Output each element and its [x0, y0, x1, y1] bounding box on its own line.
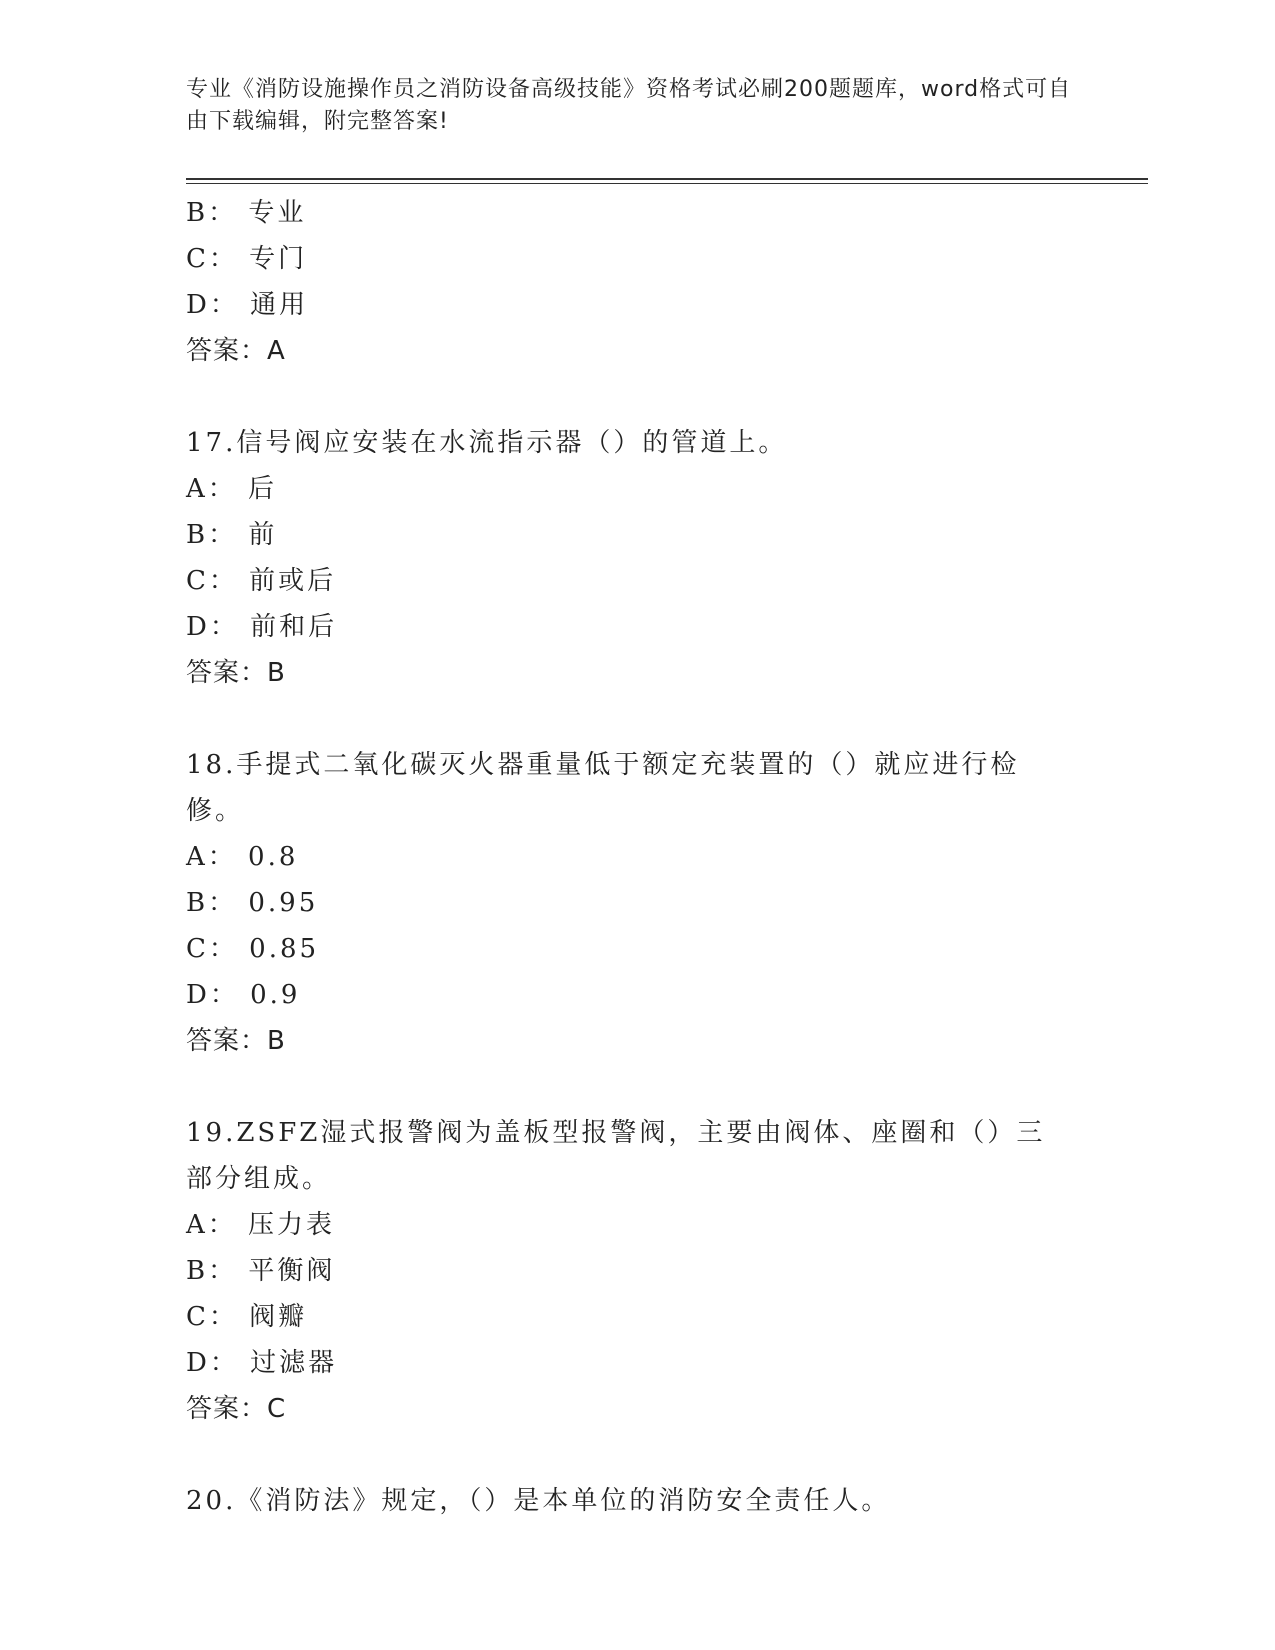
option-text: 前: [248, 520, 278, 550]
option-label: B: [186, 198, 209, 228]
option-item: C： 阀瓣: [186, 1302, 308, 1332]
option-text: 0.95: [248, 888, 319, 918]
option-item: B： 0.95: [186, 888, 319, 918]
question-stem: 18.手提式二氧化碳灭火器重量低于额定充装置的（）就应进行检修。: [186, 750, 1020, 826]
answer-line: 答案：A: [186, 336, 286, 366]
option-text: 前或后: [249, 566, 337, 596]
option-label: C: [186, 1302, 209, 1332]
option-item: D： 通用: [186, 290, 309, 320]
option-text: 前和后: [250, 612, 338, 642]
option-item: C： 专门: [186, 244, 308, 274]
question-stem: 17.信号阀应安装在水流指示器（）的管道上。: [186, 428, 788, 458]
option-item: D： 前和后: [186, 612, 338, 642]
option-text: 专业: [248, 198, 307, 228]
option-label: B: [186, 520, 209, 550]
option-item: B： 前: [186, 520, 278, 550]
answer-line: 答案：B: [186, 658, 286, 688]
question-stem: 19.ZSFZ湿式报警阀为盖板型报警阀，主要由阀体、座圈和（）三部分组成。: [186, 1118, 1046, 1194]
option-item: A： 后: [186, 474, 278, 504]
answer-line: 答案：C: [186, 1394, 287, 1424]
header-rule-thin: [186, 183, 1148, 184]
option-label: A: [186, 1210, 208, 1240]
option-text: 专门: [249, 244, 308, 274]
header-title: 专业《消防设施操作员之消防设备高级技能》资格考试必刷200题题库，word格式可自由下载编辑，附完整答案!: [186, 77, 1072, 134]
option-label: D: [186, 1348, 210, 1378]
page-header: [186, 74, 1086, 138]
option-text: 0.8: [248, 842, 299, 872]
option-label: C: [186, 934, 209, 964]
question-stem: 20.《消防法》规定，（）是本单位的消防安全责任人。: [186, 1486, 891, 1516]
option-label: C: [186, 244, 209, 274]
option-item: D： 过滤器: [186, 1348, 338, 1378]
option-text: 过滤器: [250, 1348, 338, 1378]
option-text: 平衡阀: [248, 1256, 336, 1286]
option-label: A: [186, 474, 208, 504]
option-label: D: [186, 980, 210, 1010]
option-item: B： 平衡阀: [186, 1256, 336, 1286]
option-label: B: [186, 888, 209, 918]
option-item: D： 0.9: [186, 980, 301, 1010]
option-text: 压力表: [248, 1210, 336, 1240]
option-text: 0.85: [249, 934, 320, 964]
option-label: C: [186, 566, 209, 596]
option-item: C： 0.85: [186, 934, 320, 964]
option-text: 通用: [250, 290, 309, 320]
option-label: A: [186, 842, 208, 872]
option-text: 0.9: [250, 980, 301, 1010]
option-label: B: [186, 1256, 209, 1286]
option-item: A： 0.8: [186, 842, 299, 872]
option-label: D: [186, 290, 210, 320]
option-text: 阀瓣: [249, 1302, 308, 1332]
option-item: C： 前或后: [186, 566, 337, 596]
option-item: B： 专业: [186, 198, 307, 228]
option-item: A： 压力表: [186, 1210, 336, 1240]
header-rule-thick: [186, 178, 1148, 180]
option-text: 后: [248, 474, 278, 504]
document-body: [186, 190, 1086, 1524]
option-label: D: [186, 612, 210, 642]
answer-line: 答案：B: [186, 1026, 286, 1056]
